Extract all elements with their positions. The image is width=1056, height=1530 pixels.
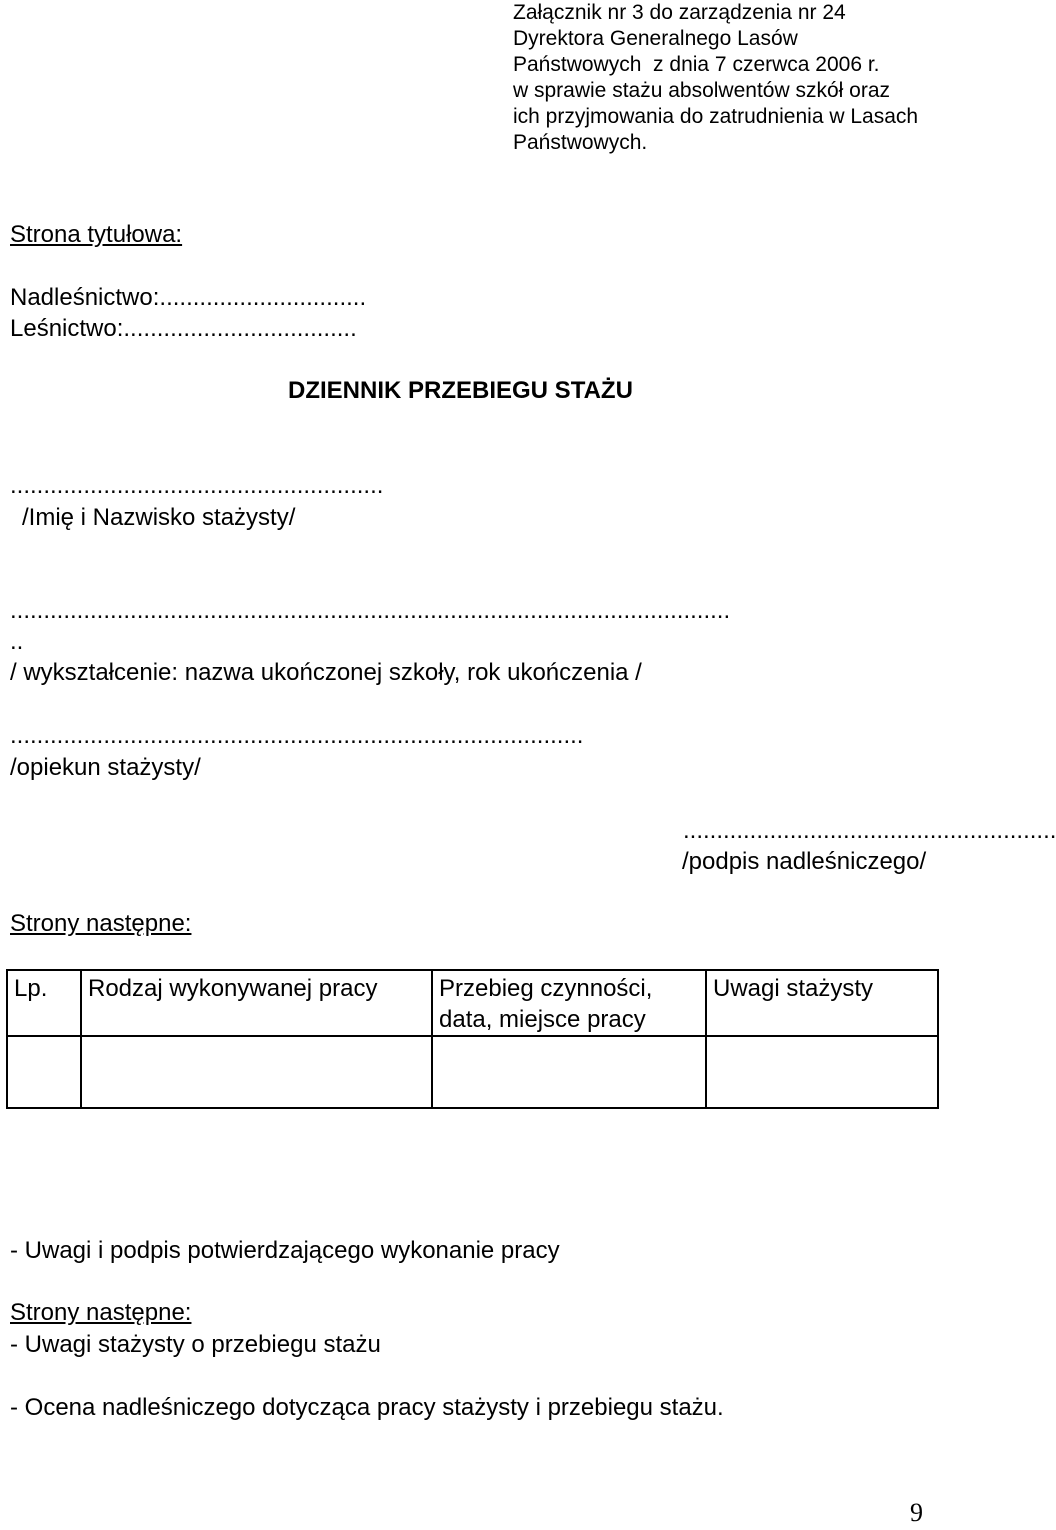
mentor-label: /opiekun stażysty/ [10,754,201,781]
annex-line: w sprawie stażu absolwentów szkół oraz [513,79,890,102]
annex-line: Państwowych. [513,131,648,154]
next-pages-heading-2: Strony następne: [10,1299,192,1326]
annex-line: Załącznik nr 3 do zarządzenia nr 24 [513,1,846,24]
page-number: 9 [910,1498,923,1527]
next-pages-heading: Strony następne: [10,910,192,937]
column-header-trainee-remarks: Uwagi stażysty [706,970,938,1036]
column-header-number: Lp. [7,970,81,1036]
annex-line: Państwowych z dnia 7 czerwca 2006 r. [513,53,880,76]
table-cell [706,1036,938,1108]
trainee-name-dots: ........................................................ [10,472,384,499]
table-cell [432,1036,706,1108]
forest-district-field: Nadleśnictwo:............................... [10,284,367,311]
column-header-activity-date-place: Przebieg czynności, data, miejsce pracy [432,970,706,1036]
annex-line: ich przyjmowania do zatrudnienia w Lasach [513,105,919,128]
table-row [7,1036,938,1108]
signature-dots: ........................................................ [683,817,1056,844]
table-cell [7,1036,81,1108]
internship-journal-table [6,969,939,1109]
title-page-heading: Strona tytułowa: [10,221,183,248]
table-cell [81,1036,432,1108]
annex-header-note [513,0,960,156]
mentor-dots: ...................................................................................... [10,722,584,749]
district-evaluation-item: - Ocena nadleśniczego dotycząca pracy stażysty i przebiegu stażu. [10,1394,724,1421]
education-dots: ............................................................................................................ [10,597,731,624]
education-label: / wykształcenie: nazwa ukończonej szkoły, rok ukończenia / [10,659,642,686]
annex-line: Dyrektora Generalnego Lasów [513,27,798,50]
trainee-remarks-item: - Uwagi stażysty o przebiegu stażu [10,1331,381,1358]
forestry-field: Leśnictwo:................................... [10,315,357,342]
document-title: DZIENNIK PRZEBIEGU STAŻU [288,377,633,404]
trainee-name-label: /Imię i Nazwisko stażysty/ [22,504,296,531]
education-dots-wrap: .. [10,628,24,655]
signature-label: /podpis nadleśniczego/ [682,848,927,875]
table-header-row [7,970,938,1036]
confirmation-note: - Uwagi i podpis potwierdzającego wykonanie pracy [10,1237,560,1264]
column-header-work-type: Rodzaj wykonywanej pracy [81,970,432,1036]
